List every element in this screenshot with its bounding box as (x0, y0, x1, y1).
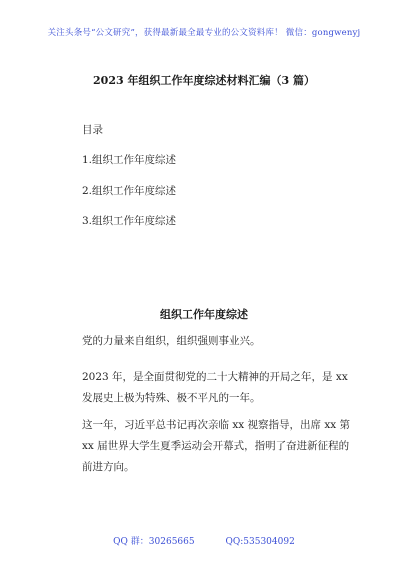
footer (0, 534, 408, 547)
header-banner: 关注头条号“公文研究”，获得最新最全最专业的公文资料库！ 微信：gongwenyj (47, 28, 361, 38)
footer-qq-group: QQ 群：30265665 (113, 537, 195, 547)
paragraph: 这一年，习近平总书记再次亲临 xx 视察指导，出席 xx 第 xx 届世界大学生夏季运动会开幕式，指明了奋进新征程的前进方向。 (82, 419, 351, 473)
toc-item: 1.组织工作年度综述 (82, 154, 177, 166)
paragraph: 党的力量来自组织，组织强则事业兴。 (82, 335, 261, 347)
paragraph: 2023 年，是全面贯彻党的二十大精神的开局之年，是 xx 发展史上极为特殊、极不平凡的一年。 (82, 371, 348, 404)
footer-qq: QQ:535304092 (225, 537, 295, 547)
toc-heading: 目录 (82, 124, 103, 136)
toc-item: 3.组织工作年度综述 (82, 215, 177, 227)
document-title: 2023 年组织工作年度综述材料汇编（3 篇） (93, 74, 315, 87)
section-title: 组织工作年度综述 (160, 308, 248, 321)
toc-item: 2.组织工作年度综述 (82, 185, 177, 197)
